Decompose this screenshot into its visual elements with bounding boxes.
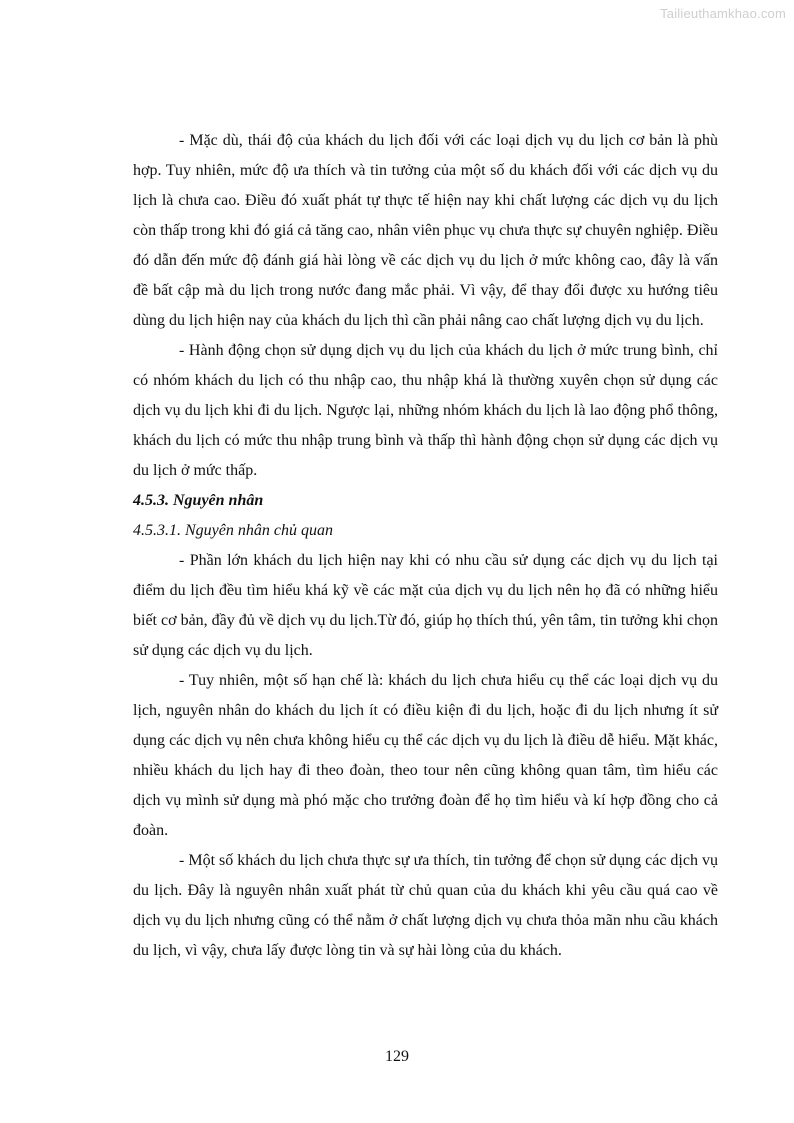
paragraph-majority: - Phần lớn khách du lịch hiện nay khi có nhu cầu sử dụng các dịch vụ du lịch tại điểm du lịch đều tìm hiểu khá kỹ về các mặt của dịch vụ du lịch nên họ đã có những hiểu biết cơ bản, đầy đủ về dịch vụ du lịch.Từ đó, giúp họ thích thú, yên tâm, tin tưởng khi chọn sử dụng các dịch vụ du lịch. (133, 552, 718, 659)
paragraph-behavior: - Hành động chọn sử dụng dịch vụ du lịch của khách du lịch ở mức trung bình, chỉ có nhóm khách du lịch có thu nhập cao, thu nhập khá là thường xuyên chọn sử dụng các dịch vụ du lịch khi đi du lịch. Ngược lại, những nhóm khách du lịch là lao động phổ thông, khách du lịch có mức thu nhập trung bình và thấp thì hành động chọn sử dụng các dịch vụ du lịch ở mức thấp. (133, 342, 718, 479)
page-number: 129 (385, 1048, 409, 1065)
paragraph-attitude: - Mặc dù, thái độ của khách du lịch đối với các loại dịch vụ du lịch cơ bản là phù hợp. Tuy nhiên, mức độ ưa thích và tin tưởng của một số du khách đối với các dịch vụ du lịch là chưa cao. Điều đó xuất phát tự thực tế hiện nay khi chất lượng các dịch vụ du lịch còn thấp trong khi đó giá cả tăng cao, nhân viên phục vụ chưa thực sự chuyên nghiệp. Điều đó dẫn đến mức độ đánh giá hài lòng về các dịch vụ du lịch ở mức không cao, đây là vấn đề bất cập mà du lịch trong nước đang mắc phải. Vì vậy, để thay đổi được xu hướng tiêu dùng du lịch hiện nay của khách du lịch thì cần phải nâng cao chất lượng dịch vụ du lịch. (133, 132, 718, 329)
document-body (133, 126, 718, 966)
watermark: Tailieuthamkhao.com (660, 6, 786, 21)
subsection-heading: 4.5.3.1. Nguyên nhân chủ quan (133, 522, 333, 539)
paragraph-trust: - Một số khách du lịch chưa thực sự ưa thích, tin tưởng để chọn sử dụng các dịch vụ du lịch. Đây là nguyên nhân xuất phát từ chủ quan của du khách khi yêu cầu quá cao về dịch vụ du lịch nhưng cũng có thể nằm ở chất lượng dịch vụ chưa thỏa mãn nhu cầu khách du lịch, vì vậy, chưa lấy được lòng tin và sự hài lòng của du khách. (133, 852, 718, 959)
section-heading: 4.5.3. Nguyên nhân (133, 492, 264, 509)
paragraph-limitations: - Tuy nhiên, một số hạn chế là: khách du lịch chưa hiểu cụ thể các loại dịch vụ du lịch, nguyên nhân do khách du lịch ít có điều kiện đi du lịch, hoặc đi du lịch nhưng ít sử dụng các dịch vụ nên chưa không hiểu cụ thể các dịch vụ du lịch là điều dễ hiểu. Mặt khác, nhiều khách du lịch hay đi theo đoàn, theo tour nên cũng không quan tâm, tìm hiểu các dịch vụ mình sử dụng mà phó mặc cho trưởng đoàn để họ tìm hiểu và kí hợp đồng cho cả đoàn. (133, 672, 718, 839)
